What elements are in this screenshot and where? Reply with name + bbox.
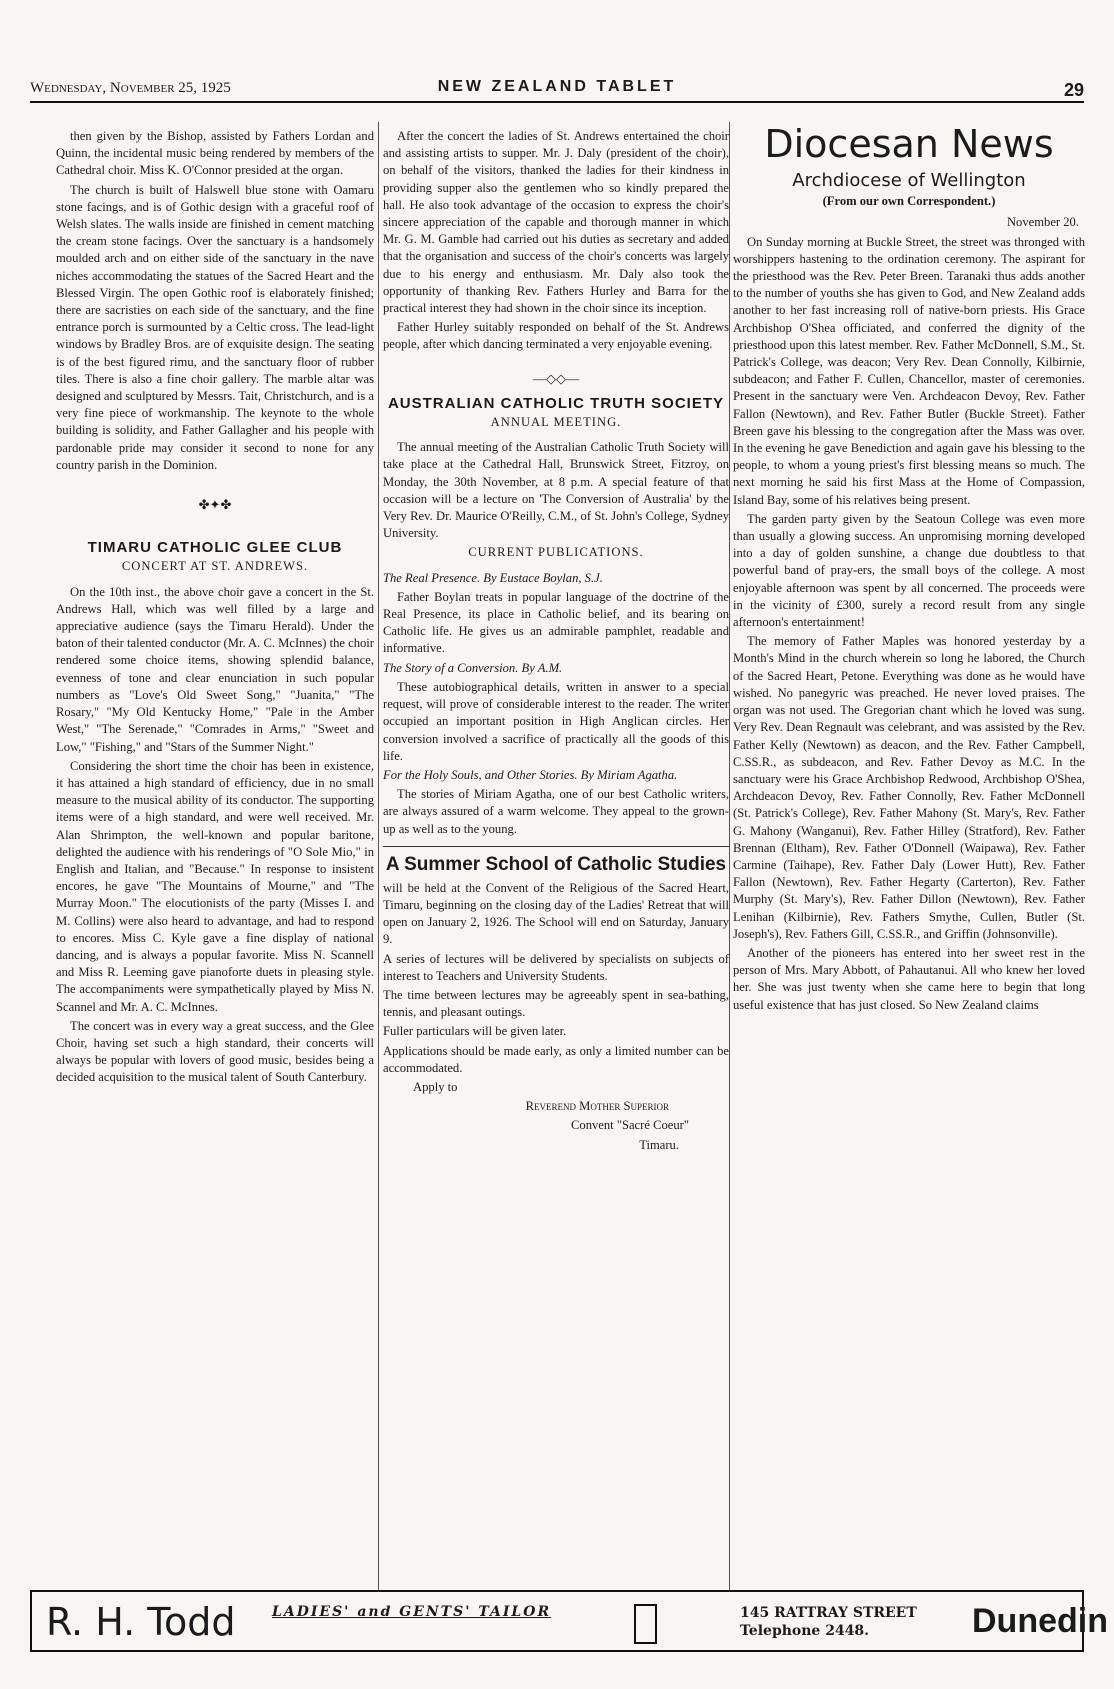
paragraph: After the concert the ladies of St. Andrews entertained the choir and assisting artists to supper. Mr. J. Daly (president of the choir), on behalf of the visitors, thanked the ladies for their kindness in providing supper also the gentlemen who so kindly prepared the hall. He also took advantage of the occasion to express the choir's sincere appreciation of the capable and thorough manner in which Mr. G. M. Gamble had carried out his duties as secretary and added that the organisation and success of the choir's concerts was largely due to his energy and enthusiasm. Mr. Daly also took the opportunity of thanking Rev. Fathers Hurley and Barra for the practical interest they had shown in the choir since its inception.	[383, 129, 729, 316]
glee-club-subheading: CONCERT AT ST. ANDREWS.	[121, 559, 309, 574]
ornament: ✤✦✤	[198, 497, 232, 513]
paragraph: On the 10th inst., the above choir gave a concert in the St. Andrews Hall, which was well filled by a large and appreciative audience (says the Timaru Herald). Under the baton of their talented conductor (Mr. A. C. McInnes) the choir rendered some choice items, showing splendid balance, evenness of tone and clear enunciation in such popular numbers as "Love's Old Sweet Song," "Juanita," "The Rosary," "My Old Kentucky Home," "Pale in the Amber West," "The Serenade," "Comrades in Arms," "Sweet and Low," "Fishing," and "Stars of the Summer Night."	[56, 584, 374, 754]
publication-title: For the Holy Souls, and Other Stories. By Miriam Agatha.	[383, 767, 678, 782]
paragraph: Father Boylan treats in popular language of the doctrine of the Real Presence, its place in Catholic belief, and its bearing on Catholic life. He gives us an admirable pamphlet, readable and informative.	[383, 589, 729, 656]
paragraph: The stories of Miriam Agatha, one of our best Catholic writers, are always assured of a warm welcome. They appeal to the grown-up as well as to the young.	[383, 787, 729, 836]
page-number: 29	[1063, 80, 1084, 100]
tailor-advertisement	[30, 1590, 1108, 1652]
publications-heading: CURRENT PUBLICATIONS.	[468, 545, 644, 560]
column-3	[733, 122, 1085, 1590]
paragraph: The garden party given by the Seatoun College was even more than usually a glowing success. An unpromising morning developed into a day of golden sunshine, a change due doubtless to that powerful band of pray-ers, the small boys of the college. A most enjoyable afternoon was spent by all concerned. The proceeds were in the vicinity of £300, surely a record result from any single afternoon's entertainment!	[733, 511, 1085, 630]
paper-title: NEW ZEALAND TABLET	[437, 78, 677, 95]
column-2	[383, 128, 729, 1590]
paragraph: The concert was in every way a great success, and the Glee Choir, having set such a high standard, their concerts will always be popular with lovers of good music, besides being a decided acquisition to the musical talent of South Canterbury.	[56, 1018, 374, 1085]
signature-line: Timaru.	[639, 1137, 679, 1152]
advertiser-name: R. H. Todd	[46, 1600, 236, 1644]
publication-title: The Real Presence. By Eustace Boylan, S.J.	[383, 570, 603, 585]
dateline: November 20.	[1006, 215, 1079, 230]
street-address: 145 RATTRAY STREET	[740, 1605, 917, 1621]
column-1	[56, 128, 374, 1590]
paragraph: then given by the Bishop, assisted by Fathers Lordan and Quinn, the incidental music being rendered by members of the Cathedral choir. Miss K. O'Connor presided at the organ.	[56, 129, 374, 178]
column-divider	[729, 122, 730, 1590]
paragraph: The time between lectures may be agreeably spent in sea-bathing, tennis, and pleasant outings.	[383, 987, 729, 1020]
telephone: Telephone 2448.	[740, 1623, 870, 1639]
summer-school-heading: A Summer School of Catholic Studies	[385, 853, 727, 875]
notice-rule	[383, 846, 729, 847]
acts-subheading: ANNUAL MEETING.	[490, 415, 622, 430]
paragraph: A series of lectures will be delivered by specialists on subjects of interest to Teachers and University Students.	[383, 951, 729, 983]
signature-line: Reverend Mother Superior	[525, 1099, 669, 1114]
paragraph: will be held at the Convent of the Religious of the Sacred Heart, Timaru, beginning on the closing day of the Ladies' Retreat that will open on January 2, 1926. The School will end on Saturday, January 9.	[383, 880, 729, 947]
ornament: —◇◇—	[533, 370, 579, 386]
advertiser-city: Dunedin	[972, 1602, 1108, 1640]
publication-title: The Story of a Conversion. By A.M.	[383, 660, 563, 675]
advertiser-tagline: LADIES' and GENTS' TAILOR	[272, 1604, 552, 1620]
paragraph: The annual meeting of the Australian Catholic Truth Society will take place at the Cathedral Hall, Brunswick Street, Fitzroy, on Monday, the 30th November, at 8 p.m. A special feature of that occasion will be a lecture on 'The Conversion of Australia' by the Very Rev. Dr. Maurice O'Reilly, C.M., of St. John's College, Sydney University.	[383, 440, 729, 541]
column-divider	[378, 122, 379, 1590]
paragraph: These autobiographical details, written in answer to a special request, will prove of considerable interest to the reader. The writer occupied an important position in High Anglican circles. Her conversion involved a sacrifice of practically all the goods of this life.	[383, 679, 729, 763]
section-title: Diocesan News	[764, 122, 1054, 166]
glee-club-heading: TIMARU CATHOLIC GLEE CLUB	[87, 539, 343, 557]
ad-box-ornament	[634, 1604, 657, 1644]
paragraph: Considering the short time the choir has been in existence, it has attained a high standard of efficiency, due in no small measure to the musical ability of its conductor. The supporting items were of a high standard, and were well received. Mr. Alan Shrimpton, the well-known and popular baritone, delighted the audience with his renderings of "O Sole Mio," in English and Italian, and "Because." In response to insistent encores, he gave "The Mountains of Mourne," and "The Murray Moon." The elocutionists of the party (Misses I. and M. Collins) were also heard to advantage, and had to respond to encores. Miss C. Kyle gave a fine display of national dancing, and is always a popular favorite. Miss N. Scannell and Miss R. Leeming gave pianoforte duets in pleasing style. The accompaniments were sympathetically played by Miss N. Scannel and Mr. A. C. McInnes.	[56, 758, 374, 1014]
advertiser-address	[740, 1604, 917, 1640]
header-rule	[30, 101, 1084, 103]
paragraph: Father Hurley suitably responded on behalf of the St. Andrews people, after which dancing terminated a very enjoyable evening.	[383, 320, 729, 352]
paragraph: Applications should be made early, as only a limited number can be accommodated.	[383, 1043, 729, 1075]
paragraph: Fuller particulars will be given later.	[383, 1024, 567, 1039]
section-subtitle: Archdiocese of Wellington	[792, 170, 1026, 191]
paragraph: The memory of Father Maples was honored yesterday by a Month's Mind in the church wherein so long he labored, the Church of the Sacred Heart, Petone. Everything was done as he would have wished. No panegyric was preached. He never loved praises. The organ was not used. The Gregorian chant which he loved was sung. Very Rev. Dean Regnault was celebrant, and was assisted by the Rev. Father Kelly (Newtown) as deacon, and the Rev. Father Campbell, C.SS.R., as subdeacon, and Rev. Father Devoy as M.C. In the sanctuary were his Grace Archbishop Redwood, Archbishop O'Shea, Archdeacon Devoy, Rev. Father Connolly, Rev. Father McDonnell (St. Patrick's College), Rev. Father Mahony (St. Mary's, Rev. Father G. Mahony (Wanganui), Rev. Father Hilley (Stratford), Rev. Father Brennan (Eltham), Rev. Father O'Donnell (Waipawa), Rev. Father Carmine (Taihape), Rev. Father Daly (Lower Hutt), Rev. Father Fallon (Newtown), Rev. Father Hegarty (Carterton), Rev. Father Murphy (St. Mary's), Rev. Father Dillon (Newtown), Rev. Father Lenihan (Kilbirnie), Rev. Fathers Smythe, Cullen, Butler (St. Joseph's), Rev. Fathers Gill, C.SS.R., and Griffin (Johnsonville).	[733, 634, 1085, 941]
paragraph: The church is built of Halswell blue stone with Oamaru stone facings, and is of Gothic design with a graceful roof of Welsh slates. The walls inside are finished in cement matching the cream stone facings. Over the sanctuary is a handsomely moulded arch and on either side of the sanctuary in the nave niches accommodating the statues of the Sacred Heart and the Blessed Virgin. The open Gothic roof is elaborately finished; there are sacristies on each side of the sanctuary, and the fine entrance porch is surmounted by a Celtic cross. The lead-light windows by Bradley Bros. are of exquisite design. The seating is of the best figured rimu, and the sanctuary floor of rubber tiles. There is also a fine choir gallery. The marble altar was designed and sculptured by Messrs. Tait, Christchurch, and is a very fine piece of workmanship. The keynote to the whole building is solidity, and Father Gallagher and his people with pardonable pride may consider it second to none for any country parish in the Dominion.	[56, 182, 374, 472]
paragraph: On Sunday morning at Buckle Street, the street was thronged with worshippers hastening to the ordination ceremony. The aspirant for the priesthood was the Rev. Peter Breen. Taranaki thus adds another to the number of youths she has given to God, and New Zealand adds another to her fast increasing roll of native-born priests. His Grace Archbishop O'Shea officiated, and conferred the dignity of the priesthood upon this latest member. Rev. Father McDonnell, S.M., St. Patrick's College, was deacon; Very Rev. Dean Connolly, Kilbirnie, subdeacon; and Father F. Cullen, Chancellor, master of ceremonies. Present in the sanctuary were Ven. Archdeacon Devoy, Rev. Father Fallon (Newtown), and Rev. Father Butler (Buckle Street). Father Breen gave his blessing to the congregation after the Mass was over. In the evening he gave Benediction and again gave his blessing to the people, to whom a young priest's first blessing means so much. The next morning he said his first Mass at the Home of Compassion, Island Bay, some of his relatives being present.	[733, 234, 1085, 507]
signature-line: Convent "Sacré Coeur"	[571, 1118, 689, 1133]
issue-date: Wednesday, November 25, 1925	[30, 80, 231, 96]
acts-heading: AUSTRALIAN CATHOLIC TRUTH SOCIETY	[387, 394, 725, 412]
page-header	[30, 76, 1084, 102]
paragraph: Another of the pioneers has entered into her sweet rest in the person of Mrs. Mary Abbott, of Pahautanui. All who knew her loved her. She was just twenty when she came here to begin that long useful existence that has just closed. So New Zealand claims	[733, 945, 1085, 1012]
correspondent-line: (From our own Correspondent.)	[822, 194, 996, 209]
paragraph: Apply to	[413, 1079, 458, 1094]
